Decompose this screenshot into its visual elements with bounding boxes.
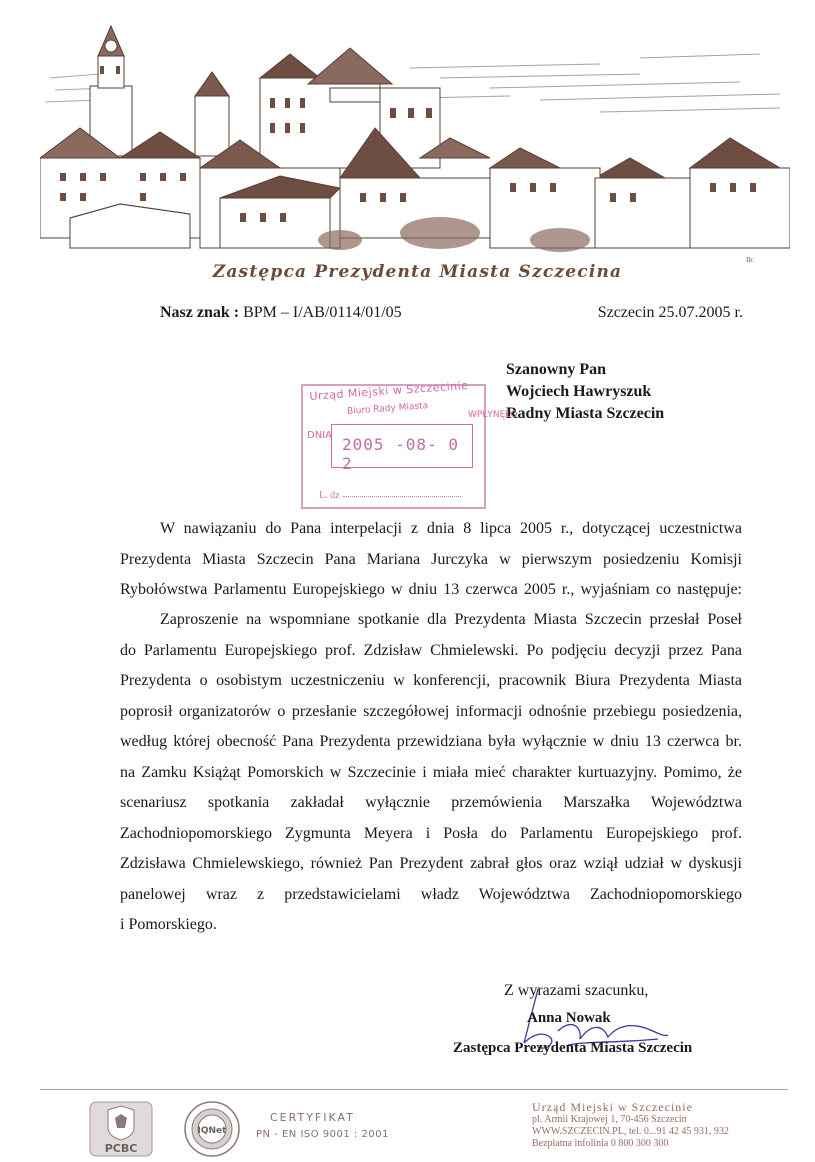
- paragraph-line: na Zamku Książąt Pomorskich w Szczecinie i miała mieć charakter kurtuazyjny. Pomimo, że: [120, 763, 742, 781]
- paragraph-line: Prezydenta Miasta Szczecin Pana Mariana Jurczyka w pierwszym posiedzeniu Komisji: [120, 550, 742, 568]
- paragraph-line: W nawiązaniu do Pana interpelacji z dnia 8 lipca 2005 r., dotyczącej uczestnictwa: [160, 520, 742, 537]
- stamp-dnia-label: DNIA: [307, 430, 332, 441]
- pcbc-logo-text: PCBC: [104, 1142, 138, 1155]
- paragraph-line: scenariusz spotkania zakładał wyłącznie przemówienia Marszałka Województwa: [120, 794, 742, 811]
- paragraph-line: Zaproszenie na wspomniane spotkanie dla Prezydenta Miasta Szczecin przesłał Poseł: [160, 611, 742, 628]
- paragraph-line: i Pomorskiego.: [120, 916, 217, 933]
- pcbc-certification-logo-icon: [88, 1100, 154, 1158]
- stamp-bureau: Biuro Rady Miasta: [346, 401, 429, 417]
- reference-label: Nasz znak :: [160, 304, 240, 321]
- paragraph-line: Prezydenta o osobistym uczestniczeniu w konferencji, pracownik Biura Prezydenta Miasta: [120, 672, 742, 689]
- stamp-office: Urząd Miejski w Szczecinie: [309, 378, 469, 403]
- paragraph-line: według której obecność Pana Prezydenta przewidziana była wyłącznie w dniu 13 czerwca br.: [120, 733, 742, 750]
- recipient-salutation: Szanowny Pan: [506, 361, 607, 378]
- office-name: Urząd Miejski w Szczecinie: [532, 1100, 693, 1114]
- received-stamp: [301, 378, 518, 509]
- svg-text:Ilr.: Ilr.: [746, 256, 754, 264]
- closing-salutation: Z wyrazami szacunku,: [504, 982, 649, 999]
- office-infoline: Bezpłatna infolinia 0 800 300 300: [532, 1138, 669, 1149]
- stamp-received-label: WPŁYNĘŁO: [468, 410, 518, 420]
- footer-divider: [40, 1089, 788, 1090]
- city-panorama-illustration: [40, 8, 790, 266]
- stamp-ldz-label: L. dz: [319, 490, 340, 501]
- iqnet-certification-logo-icon: [183, 1100, 241, 1158]
- office-contact-block: [532, 1100, 729, 1150]
- stamp-ldz-dotted-line: [343, 496, 461, 497]
- stamp-date: 2005 -08- 0 2: [342, 435, 459, 473]
- body-paragraph-2: [120, 605, 742, 941]
- letterhead-title: Zastępca Prezydenta Miasta Szczecina: [212, 262, 623, 282]
- signer-title: Zastępca Prezydenta Miasta Szczecin: [453, 1040, 693, 1056]
- paragraph-line: Zdzisława Chmielewskiego, również Pan Prezydent zabrał głos oraz wziął udział w dyskusji: [120, 855, 742, 872]
- reference-number: [160, 304, 402, 322]
- paragraph-line: poprosił organizatorów o przesłanie szczegółowej informacji odnośnie przebiegu posiedzenia,: [120, 702, 742, 720]
- recipient-name: Wojciech Hawryszuk: [506, 383, 652, 400]
- signer-name: Anna Nowak: [527, 1010, 611, 1026]
- paragraph-line: Zachodniopomorskiego Zygmunta Meyera i Posła do Parlamentu Europejskiego prof.: [120, 824, 742, 842]
- place-and-date: Szczecin 25.07.2005 r.: [597, 304, 743, 321]
- recipient-block: [506, 359, 664, 425]
- paragraph-line: panelowej wraz z przedstawicielami władz Województwa Zachodniopomorskiego: [120, 885, 742, 903]
- body-paragraph-1: [120, 514, 742, 606]
- paragraph-line: Rybołówstwa Parlamentu Europejskiego w dniu 13 czerwca 2005 r., wyjaśniam co następuje:: [120, 581, 742, 598]
- reference-value: BPM – I/AB/0114/01/05: [243, 304, 402, 321]
- certificate-norm: PN - EN ISO 9001 : 2001: [256, 1129, 389, 1140]
- office-address: pl. Armii Krajowej 1, 70-456 Szczecin: [532, 1114, 687, 1125]
- recipient-position: Radny Miasta Szczecin: [506, 405, 665, 422]
- iqnet-logo-text: IQNet: [197, 1126, 227, 1136]
- paragraph-line: do Parlamentu Europejskiego prof. Zdzisław Chmielewski. Po podjęciu decyzji przez Pana: [120, 641, 742, 659]
- stamp-date-box: [331, 424, 473, 473]
- certificate-title: CERTYFIKAT: [270, 1111, 355, 1124]
- office-contact: WWW.SZCZECIN.PL, tel. 0...91 42 45 931, 932: [532, 1126, 729, 1137]
